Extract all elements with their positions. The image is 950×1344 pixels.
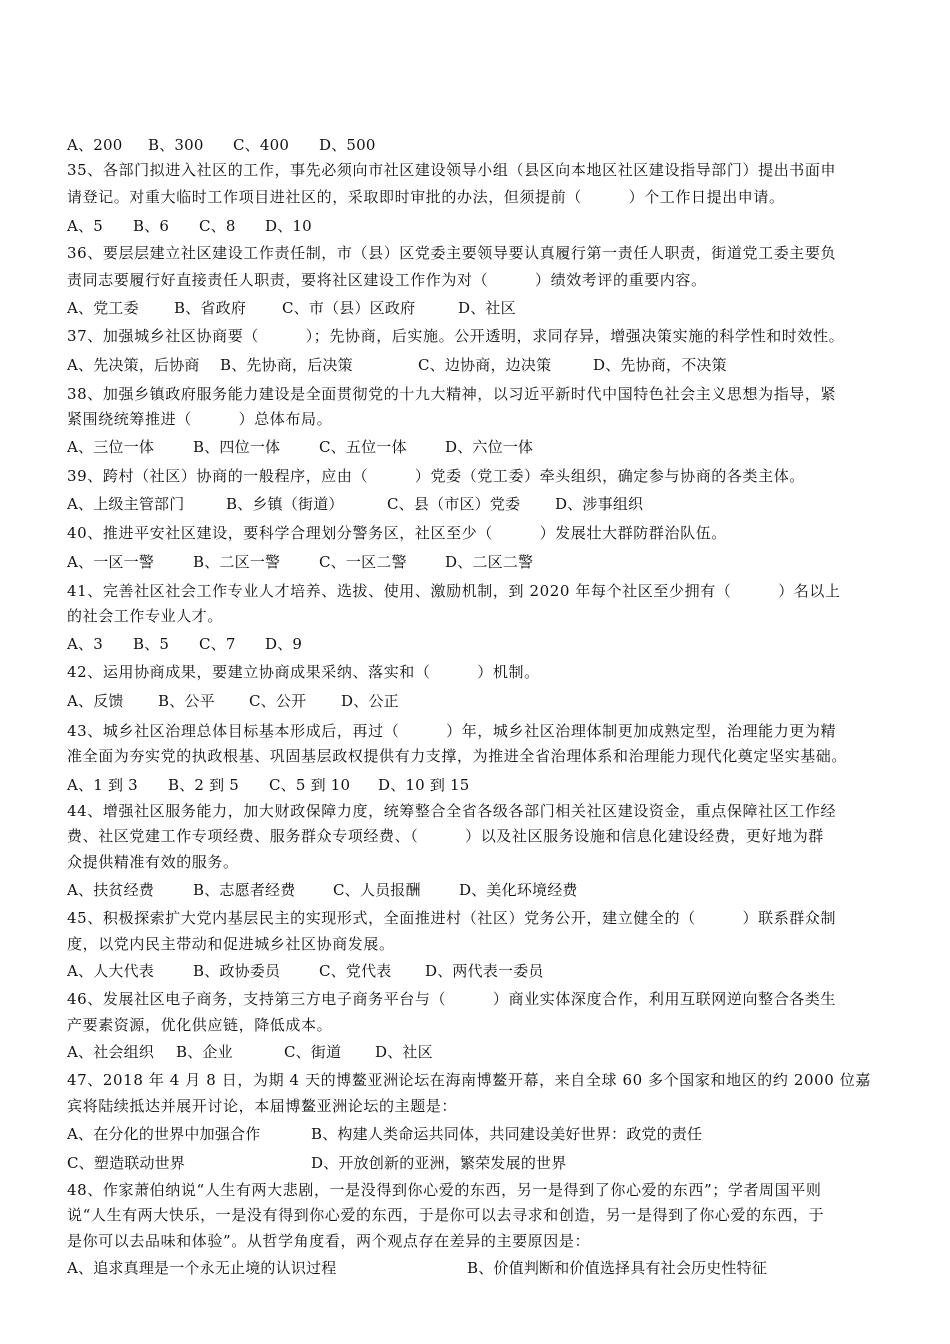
option-a: A、一区一警	[67, 553, 155, 571]
question-line: 费、社区党建工作专项经费、服务群众专项经费、（ ）以及社区服务设施和信息化建设经费，更好地为群	[67, 827, 824, 845]
option-d: D、先协商，不决策	[593, 356, 727, 374]
option-b: B、公平	[158, 692, 215, 710]
option-a: A、200	[67, 136, 123, 154]
option-a: A、上级主管部门	[67, 495, 185, 513]
question-line: 35、各部门拟进入社区的工作，事先必须向市社区建设领导小组（县区向本地区社区建设指导部门）提出书面申	[67, 161, 837, 179]
option-a: A、3	[67, 635, 103, 653]
question-line: 37、加强城乡社区协商要（ ）；先协商，后实施。公开透明，求同存异，增强决策实施的科学性和时效性。	[67, 327, 845, 345]
option-b: B、2 到 5	[168, 776, 240, 794]
option-d: D、社区	[375, 1043, 433, 1061]
question-line: 48、作家萧伯纳说“人生有两大悲剧，一是没得到你心爱的东西，另一是得到了你心爱的东西”；学者周国平则	[67, 1181, 822, 1199]
option-a: A、先决策，后协商	[67, 356, 200, 374]
question-line: 度，以党内民主带动和促进城乡社区协商发展。	[67, 935, 395, 953]
option-b: B、政协委员	[193, 962, 281, 980]
question-line: 紧围绕统筹推进（ ）总体布局。	[67, 410, 333, 428]
option-a: C、塑造联动世界	[67, 1154, 186, 1172]
option-c: C、党代表	[319, 962, 392, 980]
option-c: C、8	[199, 217, 236, 235]
question-line: 产要素资源，优化供应链，降低成本。	[67, 1016, 333, 1034]
option-b: B、志愿者经费	[193, 881, 296, 899]
question-line: 46、发展社区电子商务，支持第三方电子商务平台与（ ）商业实体深度合作，利用互联网逆向整合各类生	[67, 990, 837, 1008]
question-line: 41、完善社区社会工作专业人才培养、选拔、使用、激励机制，到 2020 年每个社区至少拥有（ ）名以上	[67, 582, 841, 600]
option-b: B、价值判断和价值选择具有社会历史性特征	[467, 1259, 768, 1277]
option-a: A、扶贫经费	[67, 881, 155, 899]
question-line: 40、推进平安社区建设，要科学合理划分警务区，社区至少（ ）发展壮大群防群治队伍。	[67, 524, 727, 542]
option-c: C、公开	[249, 692, 307, 710]
question-line: 39、跨村（社区）协商的一般程序，应由（ ）党委（党工委）牵头组织，确定参与协商的各类主体。	[67, 467, 805, 485]
option-c: C、街道	[284, 1043, 342, 1061]
option-c: C、边协商，边决策	[418, 356, 552, 374]
option-a: A、在分化的世界中加强合作	[67, 1125, 261, 1143]
option-d: D、500	[319, 136, 376, 154]
question-line: 众提供精准有效的服务。	[67, 853, 239, 871]
question-line: 请登记。对重大临时工作项目进社区的，采取即时审批的办法，但须提前（ ）个工作日提出申请。	[67, 188, 785, 206]
question-line: 是你可以去品味和体验”。从哲学角度看，两个观点存在差异的主要原因是：	[67, 1232, 591, 1250]
option-b: B、企业	[176, 1043, 233, 1061]
question-line: 43、城乡社区治理总体目标基本形成后，再过（ ）年，城乡社区治理体制更加成熟定型，治理能力更为精	[67, 722, 837, 740]
option-b: B、二区一警	[193, 553, 281, 571]
option-c: C、7	[199, 635, 236, 653]
question-line: 宾将陆续抵达并展开讨论，本届博鳌亚洲论坛的主题是：	[67, 1097, 458, 1115]
option-d: D、9	[265, 635, 303, 653]
option-c: C、5 到 10	[269, 776, 351, 794]
option-c: C、县（市区）党委	[387, 495, 521, 513]
option-c: C、五位一体	[319, 438, 407, 456]
option-b: B、300	[148, 136, 204, 154]
option-a: A、人大代表	[67, 962, 155, 980]
option-d: D、两代表一委员	[425, 962, 544, 980]
option-a: A、追求真理是一个永无止境的认识过程	[67, 1259, 337, 1277]
question-line: 47、2018 年 4 月 8 日，为期 4 天的博鳌亚洲论坛在海南博鳌开幕，来自全球 60 多个国家和地区的约 2000 位嘉	[67, 1071, 872, 1089]
option-a: A、5	[67, 217, 103, 235]
option-a: A、1 到 3	[67, 776, 138, 794]
option-a: A、三位一体	[67, 438, 155, 456]
option-a: A、社会组织	[67, 1043, 155, 1061]
option-b: B、6	[133, 217, 170, 235]
option-a: A、党工委	[67, 299, 139, 317]
option-d: D、10 到 15	[378, 776, 470, 794]
option-b: B、先协商，后决策	[220, 356, 353, 374]
question-line: 说“人生有两大快乐，一是没有得到你心爱的东西，于是你可以去寻求和创造，另一是得到了你心爱的东西，于	[67, 1206, 825, 1224]
option-b: B、构建人类命运共同体，共同建设美好世界：政党的责任	[311, 1125, 703, 1143]
option-b: B、省政府	[174, 299, 247, 317]
option-d: D、美化环境经费	[459, 881, 578, 899]
option-a: A、反馈	[67, 692, 124, 710]
question-line: 44、增强社区服务能力，加大财政保障力度，统筹整合全省各级各部门相关社区建设资金，重点保障社区工作经	[67, 802, 837, 820]
question-line: 38、加强乡镇政府服务能力建设是全面贯彻党的十九大精神，以习近平新时代中国特色社会主义思想为指导，紧	[67, 385, 837, 403]
option-b: B、乡镇（街道）	[226, 495, 344, 513]
option-d: D、涉事组织	[555, 495, 644, 513]
option-c: C、人员报酬	[333, 881, 421, 899]
option-d: D、社区	[458, 299, 516, 317]
option-d: D、10	[265, 217, 312, 235]
option-d: D、公正	[341, 692, 399, 710]
question-line: 45、积极探索扩大党内基层民主的实现形式，全面推进村（社区）党务公开，建立健全的（ ）联系群众制	[67, 909, 837, 927]
option-d: D、六位一体	[445, 438, 534, 456]
option-c: C、400	[233, 136, 290, 154]
question-line: 准全面为夯实党的执政根基、巩固基层政权提供有力支撑，为推进全省治理体系和治理能力现代化奠定坚实基础。	[67, 747, 848, 765]
option-c: C、市（县）区政府	[282, 299, 416, 317]
question-line: 责同志要履行好直接责任人职责，要将社区建设工作作为对（ ）绩效考评的重要内容。	[67, 271, 707, 289]
question-line: 的社会工作专业人才。	[67, 607, 224, 625]
option-b: B、5	[133, 635, 170, 653]
option-b: D、开放创新的亚洲，繁荣发展的世界	[311, 1154, 567, 1172]
option-c: C、一区二警	[319, 553, 407, 571]
question-line: 42、运用协商成果，要建立协商成果采纳、落实和（ ）机制。	[67, 663, 540, 681]
option-b: B、四位一体	[193, 438, 281, 456]
question-line: 36、要层层建立社区建设工作责任制，市（县）区党委主要领导要认真履行第一责任人职责，街道党工委主要负	[67, 244, 837, 262]
option-d: D、二区二警	[445, 553, 534, 571]
